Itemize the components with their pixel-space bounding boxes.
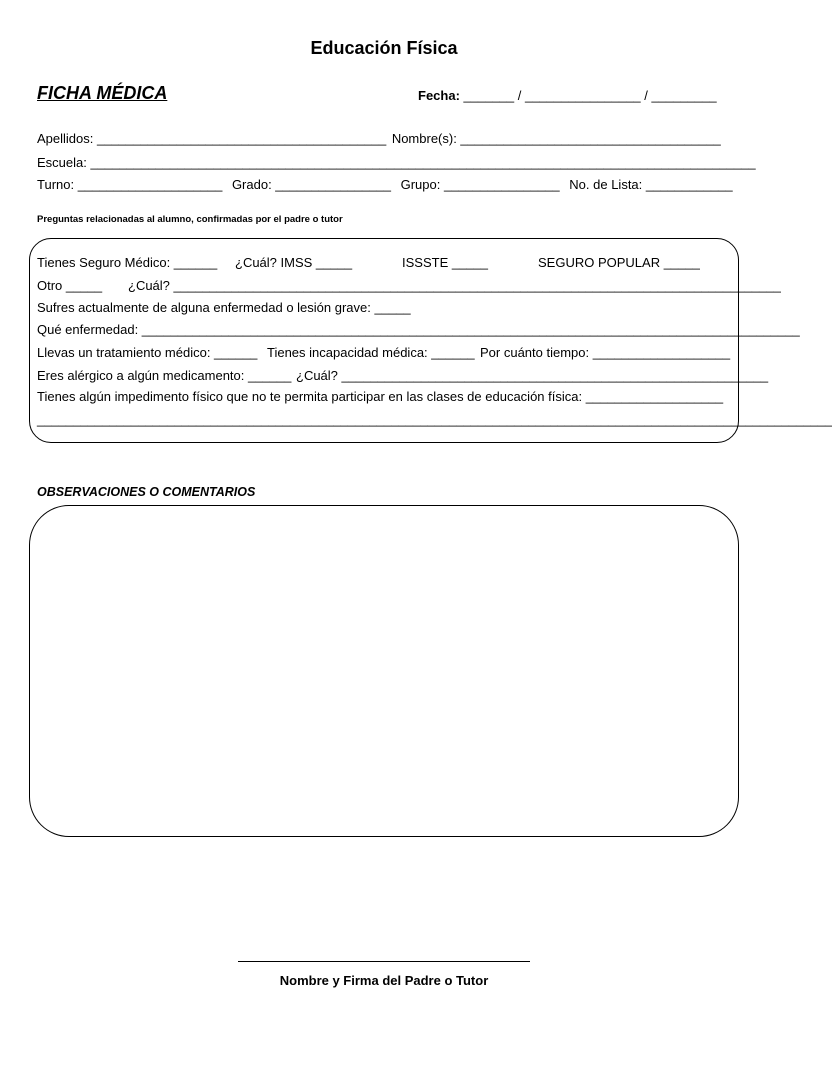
fecha-blanks: _______ / ________________ / _________	[463, 88, 717, 103]
fecha-field[interactable]	[418, 88, 717, 103]
signature-line[interactable]	[238, 961, 530, 962]
incapacidad-field[interactable]: Tienes incapacidad médica: ______	[267, 345, 475, 360]
imss-field[interactable]: ¿Cuál? IMSS _____	[235, 255, 353, 270]
seguro-field[interactable]: Tienes Seguro Médico: ______	[37, 255, 218, 270]
tiempo-field[interactable]: Por cuánto tiempo: ___________________	[480, 345, 731, 360]
page-title: Educación Física	[310, 38, 458, 58]
observaciones-textarea[interactable]	[29, 505, 739, 837]
turno-field[interactable]: Turno: ____________________	[37, 177, 223, 192]
apellidos-field[interactable]: Apellidos: ________________________________________	[37, 131, 387, 146]
lista-field[interactable]: No. de Lista: ____________	[569, 177, 733, 192]
otro-field[interactable]: Otro _____	[37, 278, 103, 293]
impedimento-field[interactable]: Tienes algún impedimento físico que no te permita participar en las clases de educación física: ___________________	[37, 389, 724, 404]
seguro-popular-field[interactable]: SEGURO POPULAR _____	[538, 255, 700, 270]
tratamiento-field[interactable]: Llevas un tratamiento médico: ______	[37, 345, 258, 360]
alergico-field[interactable]: Eres alérgico a algún medicamento: ______	[37, 368, 292, 383]
escuela-field[interactable]: Escuela: ____________________________________________________________________________________________	[37, 155, 756, 170]
impedimento-extra-line[interactable]: ______________________________________________________________________________________________________________	[37, 412, 832, 427]
turno-row	[37, 177, 733, 192]
otro-cual-field[interactable]: ¿Cuál? ____________________________________________________________________________________	[128, 278, 781, 293]
grupo-field[interactable]: Grupo: ________________	[400, 177, 560, 192]
que-enfermedad-field[interactable]: Qué enfermedad: ___________________________________________________________________________________________	[37, 322, 800, 337]
observaciones-heading: OBSERVACIONES O COMENTARIOS	[37, 485, 256, 499]
alergico-cual-field[interactable]: ¿Cuál? ___________________________________________________________	[296, 368, 769, 383]
fecha-label: Fecha:	[418, 88, 460, 103]
ficha-medica-heading: FICHA MÉDICA	[37, 83, 168, 103]
grado-field[interactable]: Grado: ________________	[231, 177, 391, 192]
issste-field[interactable]: ISSSTE _____	[402, 255, 488, 270]
nombre-field[interactable]: Nombre(s): ____________________________________	[391, 131, 721, 146]
signature-label: Nombre y Firma del Padre o Tutor	[279, 973, 489, 988]
enfermedad-field[interactable]: Sufres actualmente de alguna enfermedad o lesión grave: _____	[37, 300, 411, 315]
section-note: Preguntas relacionadas al alumno, confirmadas por el padre o tutor	[37, 214, 343, 225]
apellidos-row	[37, 131, 721, 146]
